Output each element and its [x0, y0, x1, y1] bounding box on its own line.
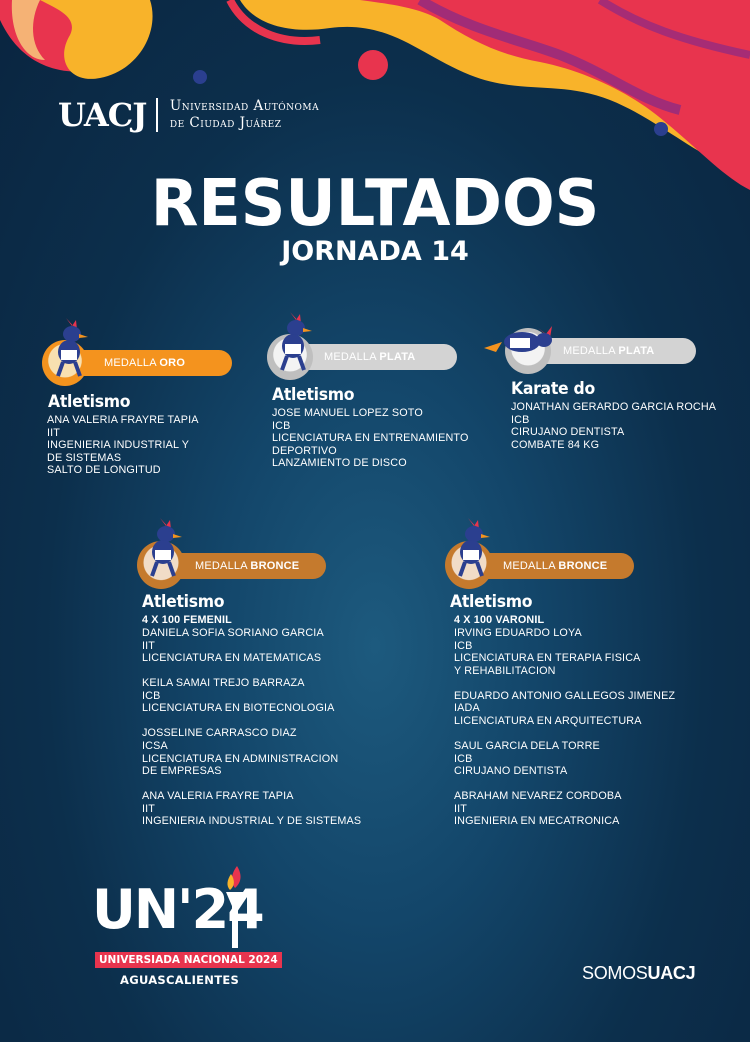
universiada-logo-main: UN'24: [92, 878, 263, 941]
detail-line: Y REHABILITACION: [454, 664, 556, 677]
detail-line: ANA VALERIA FRAYRE TAPIA: [142, 790, 294, 803]
line-gap: [454, 677, 675, 689]
detail-line: ABRAHAM NEVAREZ CORDOBA: [454, 790, 622, 803]
detail-line: DE EMPRESAS: [142, 765, 222, 778]
sport-name: Karate do: [511, 379, 595, 399]
detail-line: IIT: [47, 426, 61, 439]
detail-line: IIT: [454, 802, 468, 815]
result-details: [511, 401, 716, 451]
mascot-icon: [270, 310, 318, 378]
detail-line: LICENCIATURA EN TERAPIA FISICA: [454, 652, 641, 665]
mascot-karate-icon: [482, 320, 560, 366]
detail-line: CIRUJANO DENTISTA: [454, 765, 568, 778]
line-gap: [142, 715, 361, 727]
somos-brand: UACJ: [647, 963, 696, 983]
detail-line: LICENCIATURA EN ADMINISTRACION: [142, 752, 339, 765]
line-gap: [142, 665, 361, 677]
event-name: 4 X 100 FEMENIL: [142, 614, 232, 626]
mascot-icon: [46, 316, 94, 384]
detail-line: KEILA SAMAI TREJO BARRAZA: [142, 677, 305, 690]
detail-line: INGENIERIA EN MECATRONICA: [454, 815, 620, 828]
detail-line: INGENIERIA INDUSTRIAL Y: [47, 439, 190, 452]
medal-prefix: MEDALLA: [324, 351, 377, 363]
sport-name: Atletismo: [48, 392, 131, 412]
line-gap: [454, 778, 675, 790]
somos-prefix: SOMOS: [582, 963, 648, 983]
detail-line: ICB: [454, 752, 473, 765]
universiada-logo: [92, 860, 278, 995]
result-details: [454, 627, 675, 828]
sport-name: Atletismo: [450, 592, 533, 612]
detail-line: ANA VALERIA FRAYRE TAPIA: [47, 414, 199, 426]
detail-line: LICENCIATURA EN BIOTECNOLOGIA: [142, 702, 335, 715]
medal-prefix: MEDALLA: [104, 357, 157, 369]
detail-line: SALTO DE LONGITUD: [47, 464, 161, 477]
medal-type: ORO: [159, 357, 186, 369]
detail-line: IRVING EDUARDO LOYA: [454, 627, 582, 639]
detail-line: ICSA: [142, 739, 168, 752]
result-details: [47, 414, 199, 477]
mascot-icon: [448, 516, 496, 584]
detail-line: CIRUJANO DENTISTA: [511, 426, 625, 439]
page-title: RESULTADOS: [150, 164, 600, 241]
detail-line: LANZAMIENTO DE DISCO: [272, 457, 407, 470]
detail-line: COMBATE 84 KG: [511, 438, 600, 451]
detail-line: IIT: [142, 639, 156, 652]
medal-prefix: MEDALLA: [195, 560, 248, 572]
detail-line: ICB: [142, 689, 161, 702]
detail-line: LICENCIATURA EN MATEMATICAS: [142, 652, 322, 665]
university-name-line1: Universidad Autónoma: [169, 98, 320, 114]
detail-line: SAUL GARCIA DELA TORRE: [454, 739, 600, 752]
detail-line: LICENCIATURA EN ENTRENAMIENTO: [272, 432, 469, 445]
university-name-line2: de Ciudad Juárez: [169, 115, 282, 131]
medal-type: PLATA: [618, 345, 655, 357]
sport-name: Atletismo: [142, 592, 225, 612]
event-name: 4 X 100 VARONIL: [454, 614, 545, 626]
result-details: [142, 627, 361, 828]
medal-prefix: MEDALLA: [563, 345, 616, 357]
detail-line: LICENCIATURA EN ARQUITECTURA: [454, 714, 642, 727]
detail-line: ICB: [272, 419, 291, 432]
sport-name: Atletismo: [272, 385, 355, 405]
uacj-logo: [58, 96, 319, 134]
detail-line: DE SISTEMAS: [47, 451, 122, 464]
detail-line: JOSE MANUEL LOPEZ SOTO: [272, 407, 423, 419]
detail-line: IIT: [142, 802, 156, 815]
medal-type: BRONCE: [250, 560, 300, 572]
detail-line: DEPORTIVO: [272, 444, 337, 457]
medal-type: PLATA: [379, 351, 416, 363]
mascot-icon: [140, 516, 188, 584]
universiada-logo-city: AGUASCALIENTES: [120, 973, 240, 987]
detail-line: JOSSELINE CARRASCO DIAZ: [142, 727, 297, 740]
detail-line: ICB: [454, 639, 473, 652]
line-gap: [454, 728, 675, 740]
result-details: [272, 407, 469, 470]
medal-type: BRONCE: [558, 560, 608, 572]
university-name: [170, 98, 319, 132]
somos-uacj-logo: [582, 963, 695, 984]
detail-line: IADA: [454, 702, 480, 715]
detail-line: INGENIERIA INDUSTRIAL Y DE SISTEMAS: [142, 815, 362, 828]
page-subtitle: JORNADA 14: [281, 236, 469, 267]
universiada-logo-name: UNIVERSIADA NACIONAL 2024: [95, 952, 282, 968]
detail-line: EDUARDO ANTONIO GALLEGOS JIMENEZ: [454, 689, 676, 702]
logo-divider: [156, 98, 158, 132]
medal-prefix: MEDALLA: [503, 560, 556, 572]
detail-line: DANIELA SOFIA SORIANO GARCIA: [142, 627, 324, 639]
uacj-logo-mark: UACJ: [58, 96, 147, 134]
detail-line: ICB: [511, 413, 530, 426]
detail-line: JONATHAN GERARDO GARCIA ROCHA: [511, 401, 717, 413]
line-gap: [142, 778, 361, 790]
